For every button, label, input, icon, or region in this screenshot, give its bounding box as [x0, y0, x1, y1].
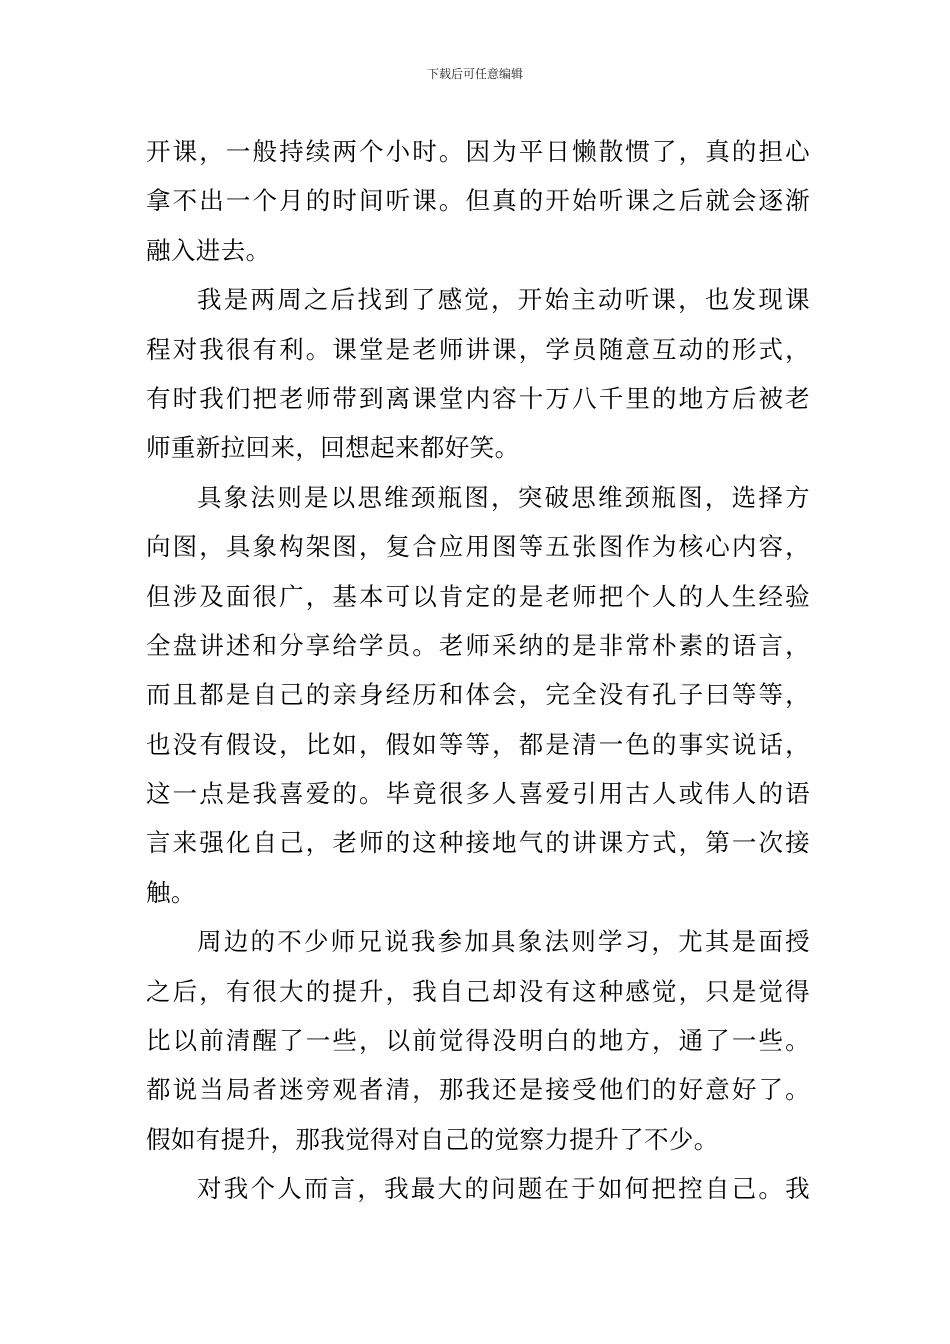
text-line: 向图，具象构架图，复合应用图等五张图作为核心内容，: [146, 532, 810, 562]
page-header: 下载后可任意编辑: [426, 67, 523, 81]
text-line: 但涉及面很广，基本可以肯定的是老师把个人的人生经验: [146, 581, 810, 611]
text-line: 对我个人而言，我最大的问题在于如何把控自己。我: [197, 1174, 810, 1204]
text-line: 具象法则是以思维颈瓶图，突破思维颈瓶图，选择方: [197, 482, 810, 512]
text-line: 都说当局者迷旁观者清，那我还是接受他们的好意好了。: [146, 1075, 810, 1105]
text-line: 我是两周之后找到了感觉，开始主动听课，也发现课: [197, 285, 810, 315]
text-line: 融入进去。: [146, 235, 271, 265]
text-line: 触。: [146, 877, 196, 907]
body-text: [146, 127, 810, 1214]
text-line: 程对我很有利。课堂是老师讲课，学员随意互动的形式，: [146, 334, 810, 364]
text-line: 这一点是我喜爱的。毕竟很多人喜爱引用古人或伟人的语: [146, 779, 810, 809]
text-line: 师重新拉回来，回想起来都好笑。: [146, 433, 520, 463]
text-line: 全盘讲述和分享给学员。老师采纳的是非常朴素的语言，: [146, 630, 810, 660]
text-line: 周边的不少师兄说我参加具象法则学习，尤其是面授: [197, 927, 810, 957]
text-line: 比以前清醒了一些，以前觉得没明白的地方，通了一些。: [146, 1026, 810, 1056]
text-line: 有时我们把老师带到离课堂内容十万八千里的地方后被老: [146, 383, 810, 413]
text-line: 假如有提升，那我觉得对自己的觉察力提升了不少。: [146, 1124, 719, 1154]
text-line: 之后，有很大的提升，我自己却没有这种感觉，只是觉得: [146, 976, 810, 1006]
text-line: 开课，一般持续两个小时。因为平日懒散惯了，真的担心: [146, 137, 810, 166]
text-line: 言来强化自己，老师的这种接地气的讲课方式，第一次接: [146, 828, 810, 858]
text-line: 而且都是自己的亲身经历和体会，完全没有孔子曰等等，: [146, 680, 810, 710]
text-line: 拿不出一个月的时间听课。但真的开始听课之后就会逐渐: [146, 186, 810, 216]
text-line: 也没有假设，比如，假如等等，都是清一色的事实说话，: [146, 729, 810, 759]
